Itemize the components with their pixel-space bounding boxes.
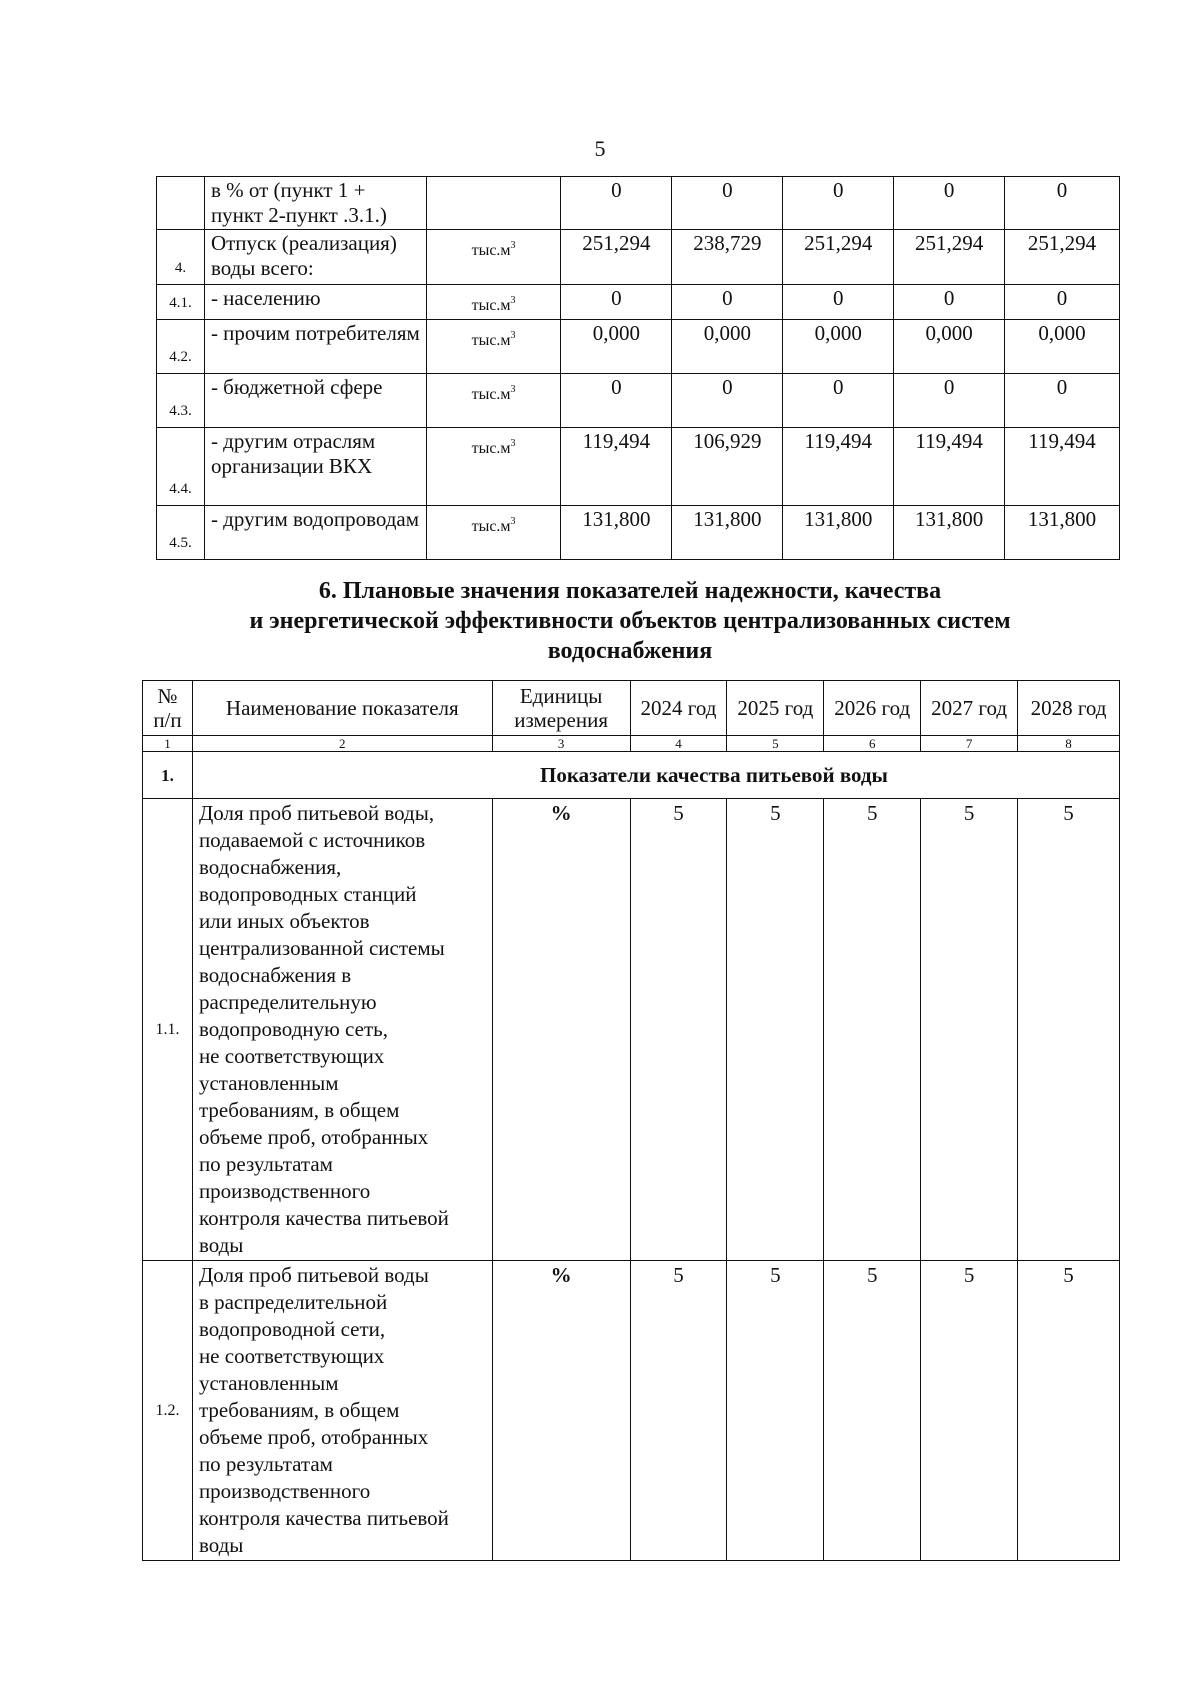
column-number: 6: [824, 736, 921, 752]
unit-text: тыс.м: [471, 242, 511, 259]
row-unit: [426, 230, 561, 285]
row-name-line: или иных объектов: [198, 909, 370, 933]
row-name-line: водопроводных станций: [198, 882, 417, 906]
unit-superscript: 3: [510, 330, 516, 341]
row-name-line: Доля проб питьевой воды: [198, 1263, 429, 1287]
group-title: Показатели качества питьевой воды: [192, 752, 1119, 799]
column-number-row: [143, 736, 1120, 752]
row-name-line: распределительную: [198, 990, 377, 1014]
row-unit: [426, 506, 561, 560]
row-value: 131,800: [783, 506, 894, 560]
table-header-row: [143, 681, 1120, 736]
row-name-line: по результатам: [198, 1152, 333, 1176]
row-value: 131,800: [1005, 506, 1120, 560]
section-title-line-2: и энергетической эффективности объектов централизованных систем: [249, 608, 1011, 634]
row-value: 5: [921, 799, 1018, 1261]
row-value: 5: [727, 1261, 824, 1561]
row-name-line: требованиям, в общем: [198, 1398, 400, 1422]
row-unit: [426, 285, 561, 320]
row-value: 0,000: [561, 320, 672, 374]
row-value: 0: [1005, 177, 1120, 230]
row-value: 119,494: [561, 428, 672, 506]
table-row: [157, 506, 1120, 560]
header-year-2024: 2024 год: [630, 681, 727, 736]
section-title-line-3: водоснабжения: [547, 638, 713, 664]
row-number: 4.: [157, 230, 205, 285]
row-value: 5: [921, 1261, 1018, 1561]
row-value: 106,929: [672, 428, 783, 506]
row-value: 251,294: [783, 230, 894, 285]
row-name-line: водоснабжения,: [198, 855, 342, 879]
row-value: 0,000: [1005, 320, 1120, 374]
row-unit: [426, 320, 561, 374]
row-name-line: производственного: [198, 1179, 371, 1203]
unit-superscript: 3: [510, 516, 516, 527]
row-unit: [426, 177, 561, 230]
row-value: 119,494: [1005, 428, 1120, 506]
row-name-line: подаваемой с источников: [198, 828, 426, 852]
row-number: [157, 177, 205, 230]
row-name: в % от (пункт 1 + пункт 2-пункт .3.1.): [204, 177, 426, 230]
row-number: 4.4.: [157, 428, 205, 506]
row-name: - населению: [204, 285, 426, 320]
row-name-line: водоснабжения в: [198, 963, 352, 987]
unit-superscript: 3: [510, 240, 516, 251]
row-name-line: объеме проб, отобранных: [198, 1125, 429, 1149]
row-number: 1.1.: [143, 799, 193, 1261]
unit-text: тыс.м: [471, 440, 511, 457]
row-value: 0: [894, 177, 1005, 230]
column-number: 2: [192, 736, 492, 752]
row-value: 0: [561, 177, 672, 230]
table-row: [143, 799, 1120, 1261]
column-number: 4: [630, 736, 727, 752]
row-name: [192, 799, 492, 1261]
row-value: 5: [824, 1261, 921, 1561]
unit-superscript: 3: [510, 384, 516, 395]
row-name-line: требованиям, в общем: [198, 1098, 400, 1122]
table-row: [157, 285, 1120, 320]
row-value: 0,000: [894, 320, 1005, 374]
row-name-line: Доля проб питьевой воды,: [198, 801, 435, 825]
row-value: 251,294: [1005, 230, 1120, 285]
row-value: 0: [1005, 374, 1120, 428]
unit-text: тыс.м: [471, 297, 511, 314]
unit-superscript: 3: [510, 295, 516, 306]
group-num: 1.: [143, 752, 193, 799]
row-name-line: не соответствующих: [198, 1344, 385, 1368]
row-name-line: установленным: [198, 1371, 339, 1395]
section-title-line-1: 6. Плановые значения показателей надежности, качества: [318, 578, 942, 604]
row-name-line: контроля качества питьевой: [198, 1506, 449, 1530]
unit-text: тыс.м: [471, 518, 511, 535]
row-name-line: не соответствующих: [198, 1044, 385, 1068]
row-value: 0: [894, 285, 1005, 320]
row-number: 1.2.: [143, 1261, 193, 1561]
row-unit: [426, 428, 561, 506]
row-number: 4.1.: [157, 285, 205, 320]
row-value: 5: [630, 799, 727, 1261]
row-value: 5: [1018, 799, 1120, 1261]
row-name-line: воды: [198, 1233, 244, 1257]
row-number: 4.5.: [157, 506, 205, 560]
row-name-line: водопроводной сети,: [198, 1317, 386, 1341]
table-row: [157, 230, 1120, 285]
row-value: 5: [1018, 1261, 1120, 1561]
row-value: 0: [561, 285, 672, 320]
page-number: 5: [594, 136, 606, 161]
row-value: 131,800: [894, 506, 1005, 560]
row-name-line: по результатам: [198, 1452, 333, 1476]
row-name: - прочим потребителям: [204, 320, 426, 374]
unit-superscript: 3: [510, 438, 516, 449]
unit-text: тыс.м: [471, 332, 511, 349]
row-value: 119,494: [894, 428, 1005, 506]
row-value: 5: [824, 799, 921, 1261]
water-release-table: [156, 176, 1120, 560]
row-value: 131,800: [561, 506, 672, 560]
indicators-table: [142, 680, 1120, 1561]
row-name: - другим водопроводам: [204, 506, 426, 560]
row-name-line: объеме проб, отобранных: [198, 1425, 429, 1449]
group-row: [143, 752, 1120, 799]
row-value: 0: [1005, 285, 1120, 320]
row-value: 0: [894, 374, 1005, 428]
row-unit: %: [492, 1261, 630, 1561]
row-unit: %: [492, 799, 630, 1261]
column-number: 3: [492, 736, 630, 752]
row-name-line: производственного: [198, 1479, 371, 1503]
unit-text: тыс.м: [471, 386, 511, 403]
row-value: 251,294: [894, 230, 1005, 285]
row-name: Отпуск (реализация) воды всего:: [204, 230, 426, 285]
row-name-line: контроля качества питьевой: [198, 1206, 449, 1230]
header-year-2027: 2027 год: [921, 681, 1018, 736]
table-row: [157, 374, 1120, 428]
row-name-line: водопроводную сеть,: [198, 1017, 388, 1041]
row-name-line: централизованной системы: [198, 936, 445, 960]
row-value: 0: [672, 177, 783, 230]
row-value: 0: [672, 285, 783, 320]
row-unit: [426, 374, 561, 428]
row-value: 5: [630, 1261, 727, 1561]
header-year-2025: 2025 год: [727, 681, 824, 736]
row-value: 0: [783, 177, 894, 230]
row-value: 0,000: [783, 320, 894, 374]
column-number: 8: [1018, 736, 1120, 752]
table-row: [143, 1261, 1120, 1561]
row-name: - бюджетной сфере: [204, 374, 426, 428]
row-name-line: воды: [198, 1533, 244, 1557]
header-year-2026: 2026 год: [824, 681, 921, 736]
table-row: [157, 177, 1120, 230]
row-value: 0: [783, 374, 894, 428]
row-value: 0: [672, 374, 783, 428]
column-number: 5: [727, 736, 824, 752]
row-value: 5: [727, 799, 824, 1261]
column-number: 7: [921, 736, 1018, 752]
row-name: [192, 1261, 492, 1561]
header-unit: Единицы измерения: [492, 681, 630, 736]
row-value: 119,494: [783, 428, 894, 506]
header-num: № п/п: [143, 681, 193, 736]
table-row: [157, 320, 1120, 374]
row-value: 0,000: [672, 320, 783, 374]
row-name: - другим отраслям организации ВКХ: [204, 428, 426, 506]
row-name-line: установленным: [198, 1071, 339, 1095]
header-year-2028: 2028 год: [1018, 681, 1120, 736]
row-value: 0: [783, 285, 894, 320]
row-value: 131,800: [672, 506, 783, 560]
table-row: [157, 428, 1120, 506]
row-value: 251,294: [561, 230, 672, 285]
row-number: 4.2.: [157, 320, 205, 374]
row-number: 4.3.: [157, 374, 205, 428]
column-number: 1: [143, 736, 193, 752]
row-name-line: в распределительной: [198, 1290, 388, 1314]
header-name: Наименование показателя: [192, 681, 492, 736]
row-value: 238,729: [672, 230, 783, 285]
section-heading: [140, 576, 1120, 666]
row-value: 0: [561, 374, 672, 428]
